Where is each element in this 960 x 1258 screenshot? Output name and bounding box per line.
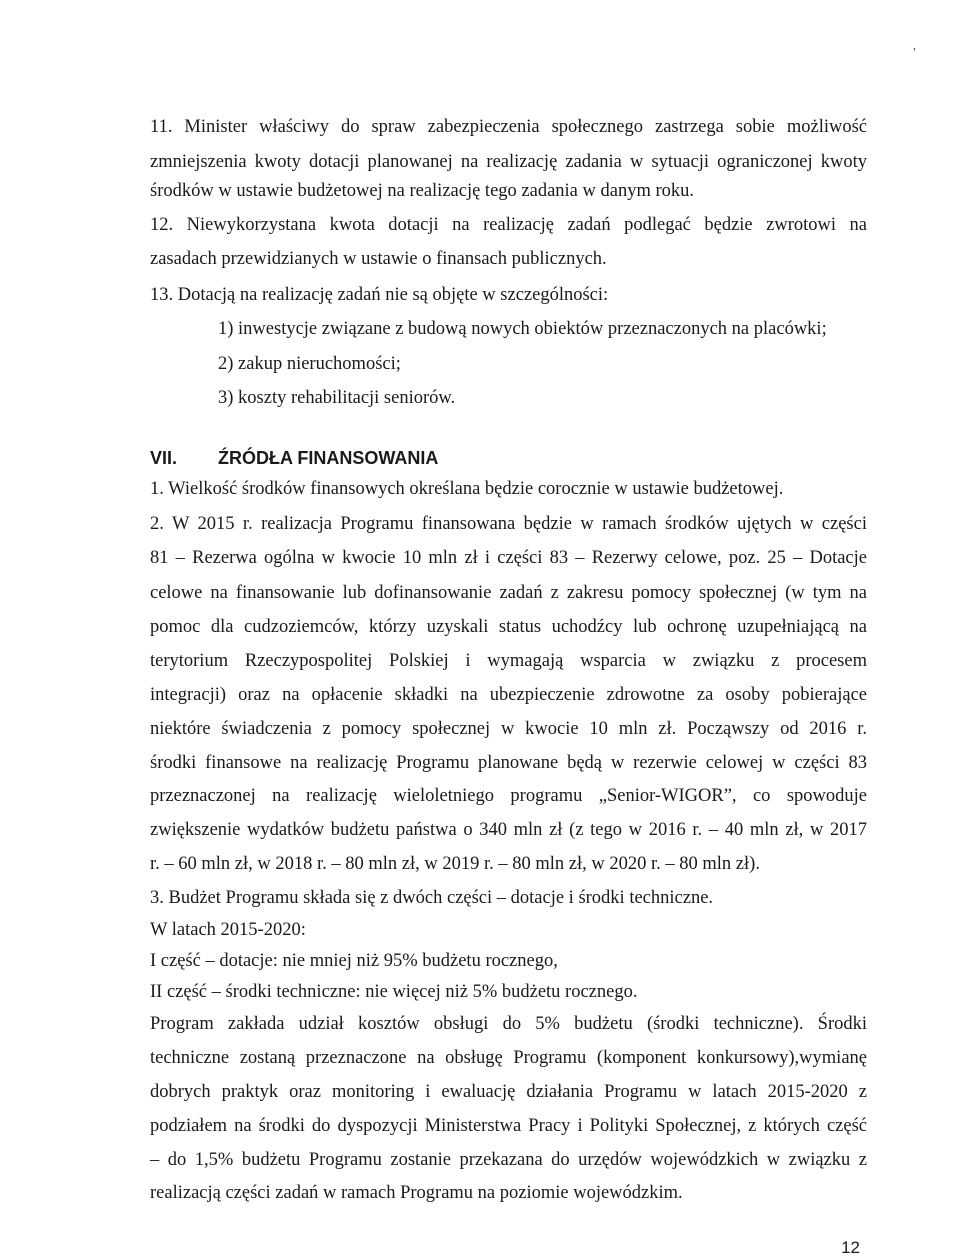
text-line: przeznaczonej na realizację wieloletniego programu „Senior-WIGOR”, co spowoduje — [150, 786, 867, 806]
text-line: W latach 2015-2020: — [150, 920, 306, 940]
text-line: zmniejszenia kwoty dotacji planowanej na realizację zadania w sytuacji ograniczonej kwoty — [150, 152, 867, 172]
text-line: podziałem na środki do dyspozycji Ministerstwa Pracy i Polityki Społecznej, z których część — [150, 1116, 867, 1136]
section-title: ŹRÓDŁA FINANSOWANIA — [218, 448, 439, 468]
text-line: I część – dotacje: nie mniej niż 95% budżetu rocznego, — [150, 951, 558, 971]
text-line: zasadach przewidzianych w ustawie o finansach publicznych. — [150, 249, 607, 269]
text-line: zwiększenie wydatków budżetu państwa o 340 mln zł (z tego w 2016 r. – 40 mln zł, w 2017 — [150, 820, 867, 840]
text-line: środki finansowe na realizację Programu planowane będą w rezerwie celowej w części 83 — [150, 753, 867, 773]
text-line: 2) zakup nieruchomości; — [218, 354, 401, 374]
text-line: 13. Dotacją na realizację zadań nie są objęte w szczególności: — [150, 285, 609, 305]
text-line: pomoc dla cudzoziemców, którzy uzyskali status uchodźcy lub ochronę uzupełniającą na — [150, 617, 867, 637]
text-line: terytorium Rzeczypospolitej Polskiej i wymagają wsparcia w związku z procesem — [150, 651, 867, 671]
text-line: 3) koszty rehabilitacji seniorów. — [218, 388, 456, 408]
text-line: dobrych praktyk oraz monitoring i ewaluację działania Programu w latach 2015-2020 z — [150, 1082, 867, 1102]
page-number: 12 — [841, 1238, 860, 1257]
corner-mark: , — [913, 38, 916, 52]
text-line: 2. W 2015 r. realizacja Programu finansowana będzie w ramach środków ujętych w części — [150, 514, 867, 534]
text-line: 1. Wielkość środków finansowych określana będzie corocznie w ustawie budżetowej. — [150, 479, 784, 499]
text-line: 81 – Rezerwa ogólna w kwocie 10 mln zł i części 83 – Rezerwy celowe, poz. 25 – Dotacje — [150, 548, 867, 568]
text-line: 11. Minister właściwy do spraw zabezpieczenia społecznego zastrzega sobie możliwość — [150, 117, 867, 137]
text-line: 12. Niewykorzystana kwota dotacji na realizację zadań podlegać będzie zwrotowi na — [150, 215, 867, 235]
text-line: 1) inwestycje związane z budową nowych obiektów przeznaczonych na placówki; — [218, 319, 827, 339]
text-line: środków w ustawie budżetowej na realizację tego zadania w danym roku. — [150, 181, 695, 201]
text-line: realizacją części zadań w ramach Programu na poziomie wojewódzkim. — [150, 1183, 683, 1203]
section-number: VII. — [150, 448, 178, 468]
text-line: celowe na finansowanie lub dofinansowanie zadań z zakresu pomocy społecznej (w tym na — [150, 583, 867, 603]
text-line: II część – środki techniczne: nie więcej niż 5% budżetu rocznego. — [150, 982, 638, 1002]
text-line: – do 1,5% budżetu Programu zostanie przekazana do urzędów wojewódzkich w związku z — [150, 1150, 867, 1170]
text-line: techniczne zostaną przeznaczone na obsługę Programu (komponent konkursowy),wymianę — [150, 1048, 867, 1068]
text-line: r. – 60 mln zł, w 2018 r. – 80 mln zł, w 2019 r. – 80 mln zł, w 2020 r. – 80 mln zł). — [150, 854, 760, 874]
text-line: Program zakłada udział kosztów obsługi do 5% budżetu (środki techniczne). Środki — [150, 1014, 867, 1034]
text-line: 3. Budżet Programu składa się z dwóch części – dotacje i środki techniczne. — [150, 888, 714, 908]
text-line: integracji) oraz na opłacenie składki na ubezpieczenie zdrowotne za osoby pobierające — [150, 685, 867, 705]
text-line: niektóre świadczenia z pomocy społecznej w kwocie 10 mln zł. Począwszy od 2016 r. — [150, 719, 867, 739]
